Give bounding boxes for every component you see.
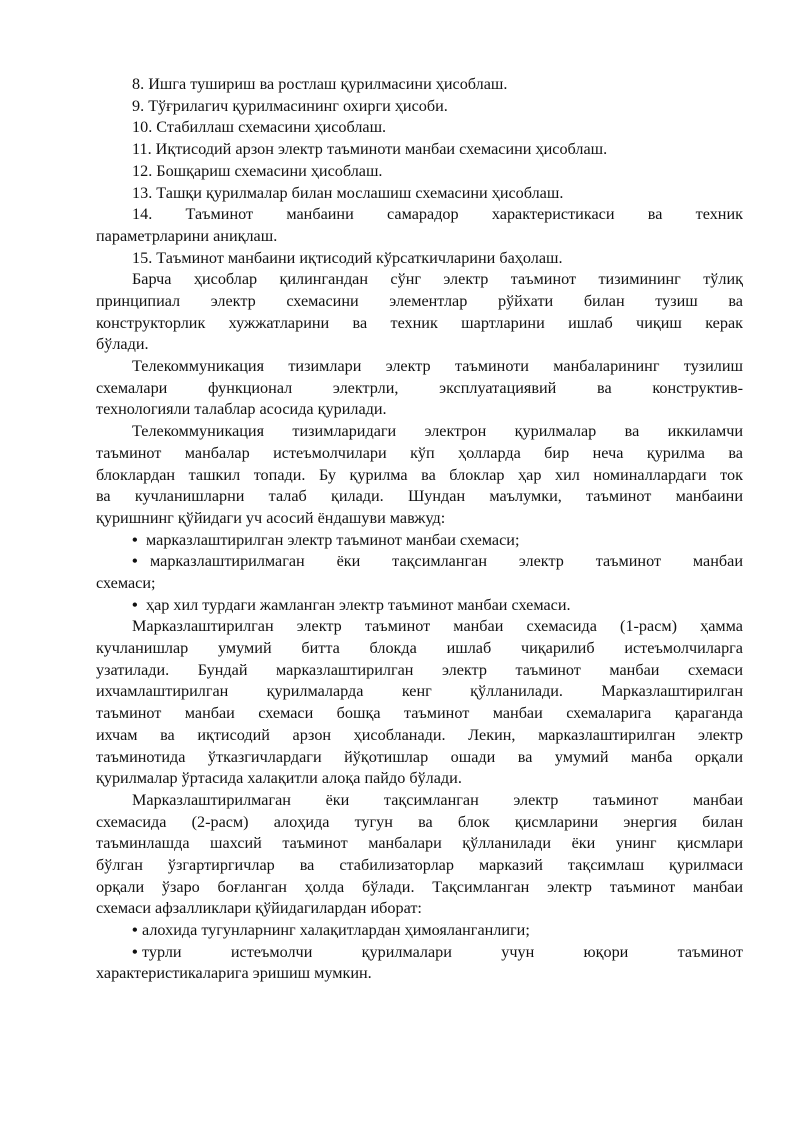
text-line — [96, 399, 743, 421]
text-line — [96, 616, 743, 638]
text-line — [96, 833, 743, 855]
text-line — [96, 681, 743, 703]
text-line — [96, 725, 743, 747]
text-line — [96, 204, 743, 226]
line-text: узатилади. Бундай марказлаштирилган электр таъминот манбаи схемаси — [96, 660, 743, 679]
line-text: 9. Тўғрилагич қурилмасининг охирги ҳисоби. — [132, 96, 448, 115]
line-text: характеристикаларига эришиш мумкин. — [96, 964, 372, 983]
text-line — [96, 74, 743, 96]
line-text: 11. Иқтисодий арзон электр таъминоти манбаи схемасини ҳисоблаш. — [132, 140, 608, 159]
text-line — [96, 378, 743, 400]
line-text: конструкторлик хужжатларини ва техник шартларини ишлаб чиқиш керак — [96, 313, 743, 332]
text-line — [96, 573, 743, 595]
text-line — [96, 226, 743, 248]
text-line — [96, 486, 743, 508]
text-line — [96, 313, 743, 335]
text-line — [96, 920, 743, 942]
line-text: схемаси; — [96, 574, 156, 592]
line-text: 10. Стабиллаш схемасини ҳисоблаш. — [132, 118, 387, 137]
text-line — [96, 161, 743, 183]
line-text: схемасида (2-расм) алоҳида тугун ва блок қисмларини энергия билан — [96, 812, 743, 831]
line-text: алохида тугунларнинг халақитлардан ҳимояланганлиги; — [142, 921, 530, 940]
line-text: блоклардан ташкил топади. Бу қурилма ва блоклар ҳар хил номиналлардаги ток — [96, 465, 743, 484]
bullet-icon: • — [132, 530, 138, 549]
line-text: орқали ўзаро боғланган ҳолда бўлади. Тақсимланган электр таъминот манбаи — [96, 877, 743, 896]
text-line — [96, 508, 743, 530]
line-text: 15. Таъминот манбаини иқтисодий кўрсаткичларини баҳолаш. — [132, 248, 563, 267]
text-line — [96, 443, 743, 465]
text-line — [96, 595, 743, 617]
bullet-icon: • — [132, 921, 138, 940]
text-line — [96, 117, 743, 139]
text-line — [96, 747, 743, 769]
text-line — [96, 421, 743, 443]
line-text: марказлаштирилмаган ёки тақсимланган электр таъминот манбаи — [150, 552, 743, 571]
line-text: бўлади. — [96, 335, 149, 354]
text-line — [96, 551, 743, 573]
line-text: турли истеъмолчи қурилмалари учун юқори таъминот — [142, 942, 743, 961]
line-text: принципиал электр схемасини элементлар рўйхати билан тузиш ва — [96, 292, 743, 310]
bullet-icon: • — [132, 552, 138, 571]
bullet-icon: • — [132, 942, 138, 961]
line-text: қуришнинг қўйидаги уч асосий ёндашуви мавжуд: — [96, 508, 446, 527]
line-text: Телекоммуникация тизимларидаги электрон қурилмалар ва иккиламчи — [132, 422, 743, 441]
line-text: кучланишлар умумий битта блокда ишлаб чиқарилиб истеъмолчиларга — [96, 639, 743, 658]
document-page — [96, 74, 743, 985]
text-line — [96, 898, 743, 920]
line-text: Барча ҳисоблар қилингандан сўнг электр таъминот тизимининг тўлиқ — [132, 270, 743, 289]
text-line — [96, 248, 743, 270]
line-text: ҳар хил турдаги жамланган электр таъминот манбаи схемаси. — [146, 595, 571, 614]
line-text: параметрларини аниқлаш. — [96, 226, 278, 245]
text-line — [96, 877, 743, 899]
line-text: 8. Ишга тушириш ва ростлаш қурилмасини ҳисоблаш. — [132, 75, 508, 93]
text-line — [96, 855, 743, 877]
line-text: 14. Таъминот манбаини самарадор характеристикаси ва техник — [132, 205, 743, 224]
line-text: таъминот манбаи схемаси бошқа таъминот манбаи схемаларига қараганда — [96, 704, 743, 723]
line-text: таъминлашда шахсий таъминот манбалари қўлланилади ёки унинг қисмлари — [96, 834, 743, 853]
line-text: ихчамлаштирилган қурилмаларда кенг қўлланилади. Марказлаштирилган — [96, 682, 743, 701]
text-line — [96, 768, 743, 790]
line-text: ва кучланишларни талаб қилади. Шундан маълумки, таъминот манбаини — [96, 487, 743, 506]
line-text: 12. Бошқариш схемасини ҳисоблаш. — [132, 161, 383, 180]
line-text: таъминот манбалар истеъмолчилари кўп ҳолларда бир неча қурилма ва — [96, 443, 743, 462]
text-line — [96, 942, 743, 964]
line-text: схемалари функционал электрли, эксплуатациявий ва конструктив- — [96, 378, 743, 397]
text-line — [96, 356, 743, 378]
text-line — [96, 96, 743, 118]
text-line — [96, 703, 743, 725]
line-text: 13. Ташқи қурилмалар билан мослашиш схемасини ҳисоблаш. — [132, 183, 564, 202]
line-text: таъминотида ўтказгичлардаги йўқотишлар ошади ва умумий манба орқали — [96, 747, 743, 766]
line-text: схемаси афзалликлари қўйидагилардан иборат: — [96, 899, 422, 918]
bullet-icon: • — [132, 595, 138, 614]
text-line — [96, 269, 743, 291]
text-line — [96, 812, 743, 834]
line-text: қурилмалар ўртасида халақитли алоқа пайдо бўлади. — [96, 769, 462, 788]
text-line — [96, 139, 743, 161]
line-text: ихчам ва иқтисодий арзон ҳисобланади. Лекин, марказлаштирилган электр — [96, 725, 743, 744]
line-text: Марказлаштирилмаган ёки тақсимланган электр таъминот манбаи — [132, 790, 743, 809]
line-text: технологияли талаблар асосида қурилади. — [96, 400, 387, 419]
text-line — [96, 790, 743, 812]
text-line — [96, 963, 743, 985]
line-text: марказлаштирилган электр таъминот манбаи схемаси; — [146, 530, 520, 549]
text-line — [96, 334, 743, 356]
text-line — [96, 465, 743, 487]
line-text: Марказлаштирилган электр таъминот манбаи схемасида (1-расм) ҳамма — [132, 617, 743, 636]
text-line — [96, 291, 743, 313]
line-text: бўлган ўзгартиргичлар ва стабилизаторлар марказий тақсимлаш қурилмаси — [96, 855, 743, 874]
text-line — [96, 638, 743, 660]
text-line — [96, 183, 743, 205]
text-line — [96, 530, 743, 552]
text-line — [96, 660, 743, 682]
line-text: Телекоммуникация тизимлари электр таъминоти манбаларининг тузилиш — [132, 357, 743, 376]
